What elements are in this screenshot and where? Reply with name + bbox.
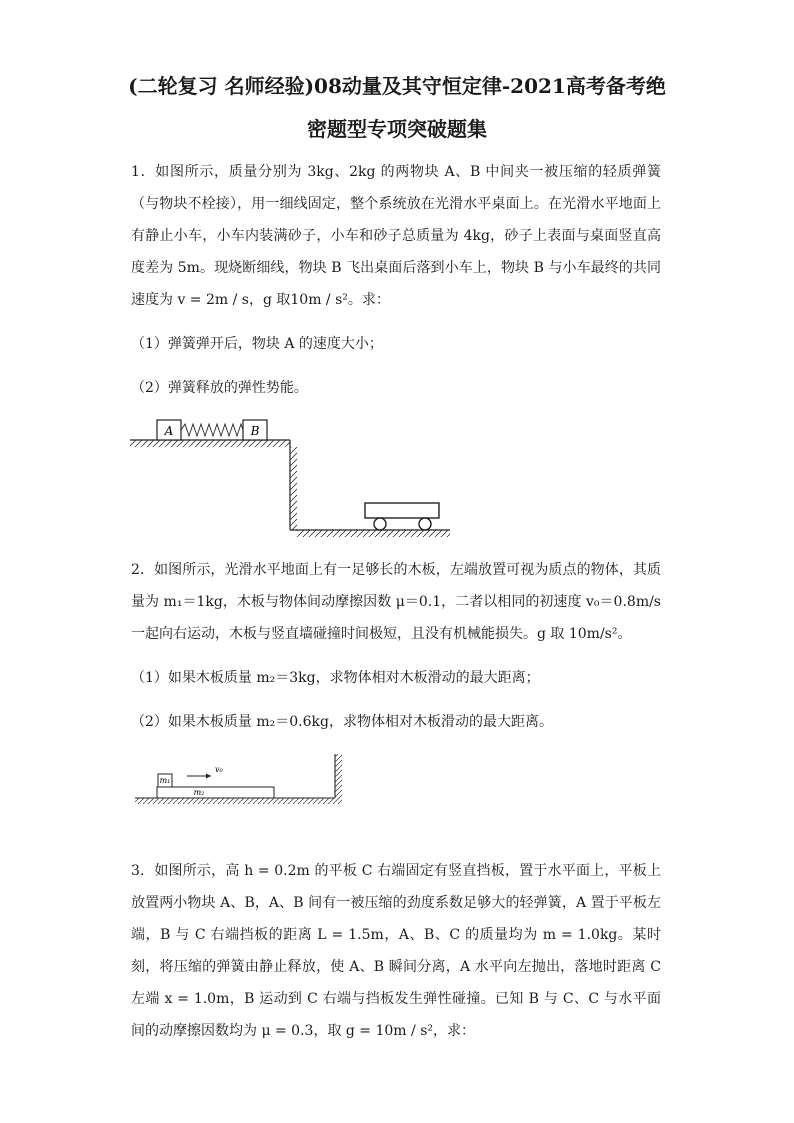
question-2-text: 2．如图所示，光滑水平地面上有一足够长的木板，左端放置可视为质点的物体，其质量为 m₁＝1kg，木板与物体间动摩擦因数 μ＝0.1，二者以相同的初速度 v₀＝0.8m/s 一起向右运动，木板与竖直墙碰撞时间极短，且没有机械能损失。g 取 10m/s²。 xyxy=(131,562,661,642)
object-label: m₁ xyxy=(159,776,171,785)
block-b xyxy=(243,420,267,440)
question-1-text: 1．如图所示，质量分别为 3kg、2kg 的两物块 A、B 中间夹一被压缩的轻质弹簧（与物块不栓接），用一细线固定，整个系统放在光滑水平桌面上。在光滑水平地面上有静止小车，小车内装满砂子，小车和砂子总质量为 4kg，砂子上表面与桌面竖直高度差为 5m。现烧断细线，物块 B 飞出桌面后落到小车上，物块 B 与小车最终的共同速度为 v = 2m / s，g 取10m / s²。求： xyxy=(131,164,661,308)
block-b-label: B xyxy=(250,424,260,438)
object-m1 xyxy=(158,774,172,787)
question-2-sub-2: （2）如果木板质量 m₂＝0.6kg，求物体相对木板滑动的最大距离。 xyxy=(131,714,553,730)
spring xyxy=(181,424,243,436)
vertical-wall xyxy=(335,754,342,798)
board-label: m₂ xyxy=(193,788,205,797)
sand-cart xyxy=(365,503,439,530)
document-title-line-2: 密题型专项突破题集 xyxy=(307,117,487,141)
question-2-sub-1: （1）如果木板质量 m₂＝3kg，求物体相对木板滑动的最大距离； xyxy=(131,670,540,686)
question-1-sub-1: （1）弹簧弹开后，物块 A 的速度大小； xyxy=(131,336,383,352)
question-1-sub-2: （2）弹簧释放的弹性势能。 xyxy=(131,380,308,396)
velocity-label: v₀ xyxy=(215,765,223,774)
board-m2 xyxy=(157,787,274,798)
figure-2 xyxy=(135,752,350,812)
block-a xyxy=(157,420,181,440)
ground-surface xyxy=(290,530,450,537)
floor xyxy=(135,798,342,804)
question-3-text: 3．如图所示，高 h = 0.2m 的平板 C 右端固定有竖直挡板，置于水平面上，平板上放置两小物块 A、B，A、B 间有一被压缩的劲度系数足够大的轻弹簧，A 置于平板左端，B 与 C 右端挡板的距离 L = 1.5m，A、B、C 的质量均为 m = 1.0kg。某时刻，将压缩的弹簧由静止释放，使 A、B 瞬间分离，A 水平向左抛出，落地时距离 C 左端 x = 1.0m，B 运动到 C 右端与挡板发生弹性碰撞。已知 B 与 C、C 与水平面间的动摩擦因数均为 μ = 0.3，取 g = 10m / s²，求： xyxy=(131,863,661,1039)
figure-1 xyxy=(130,410,460,540)
block-a-label: A xyxy=(164,424,174,438)
velocity-arrow xyxy=(187,765,224,779)
document-title-line-1: (二轮复习 名师经验)08动量及其守恒定律-2021高考备考绝 xyxy=(128,74,666,98)
table-surface xyxy=(130,440,297,530)
